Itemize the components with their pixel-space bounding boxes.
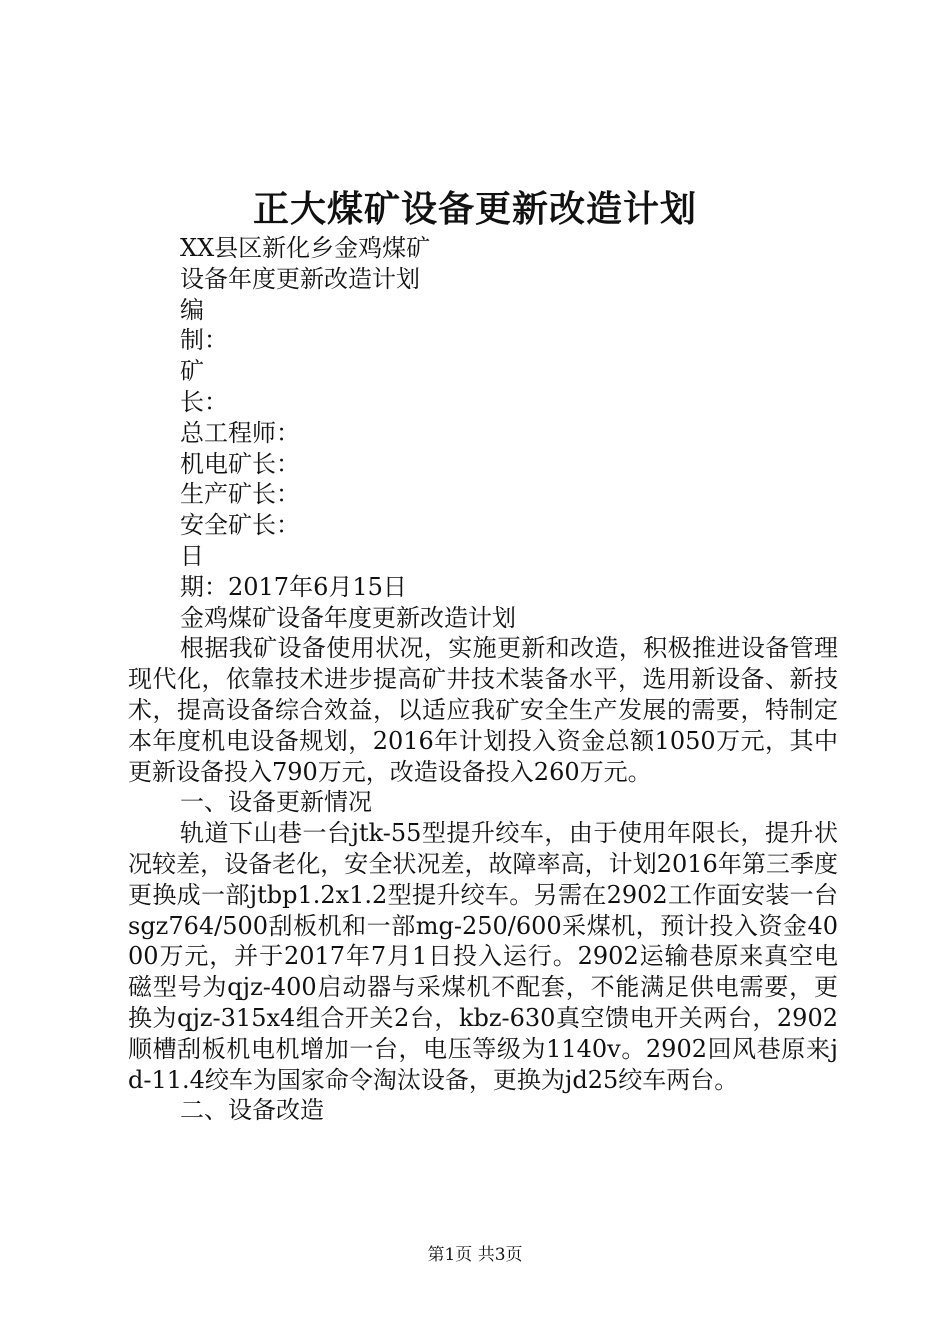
- header-line-production-head: 生产矿长：: [180, 480, 300, 509]
- intro-paragraph: 根据我矿设备使用状况，实施更新和改造，积极推进设备管理现代化，依靠技术进步提高矿井技术装备水平，选用新设备、新技术，提高设备综合效益，以适应我矿安全生产发展的需要，特制定本年度机电设备规划，2016年计划投入资金总额1050万元，其中更新设备投入790万元，改造设备投入260万元。: [128, 634, 838, 786]
- header-line-safety-head: 安全矿长：: [180, 511, 300, 540]
- header-line-subtitle: 金鸡煤矿设备年度更新改造计划: [180, 603, 516, 632]
- section-2-heading: 二、设备改造: [180, 1096, 324, 1125]
- section-1-heading: 一、设备更新情况: [180, 788, 372, 817]
- header-line-plan-name: 设备年度更新改造计划: [180, 264, 420, 293]
- header-line-mine-head-1: 矿: [180, 357, 204, 386]
- header-line-chief-engineer: 总工程师：: [180, 418, 300, 447]
- header-line-county: XX县区新化乡金鸡煤矿: [180, 234, 431, 262]
- header-line-mine-head-2: 长：: [180, 387, 228, 416]
- header-line-electromech-head: 机电矿长：: [180, 449, 300, 478]
- page-footer: 第1页 共3页: [427, 1245, 523, 1265]
- document-body: [128, 233, 838, 1126]
- header-line-compiler-1: 编: [180, 295, 204, 324]
- document-title: 正大煤矿设备更新改造计划: [252, 188, 697, 230]
- header-line-date-2: 期：2017年6月15日: [180, 572, 407, 601]
- header-line-date-1: 日: [180, 541, 204, 570]
- section-1-paragraph: 轨道下山巷一台jtk-55型提升绞车，由于使用年限长，提升状况较差，设备老化，安全状况差，故障率高，计划2016年第三季度更换成一部jtbp1.2x1.2型提升绞车。另需在2902工作面安装一台sgz764/500刮板机和一部mg-250/600采煤机，预计投入资金4000万元，并于2017年7月1日投入运行。2902运输巷原来真空电磁型号为qjz-400启动器与采煤机不配套，不能满足供电需要，更换为qjz-315x4组合开关2台，kbz-630真空馈电开关两台，2902顺槽刮板机电机增加一台，电压等级为1140v。2902回风巷原来jd-11.4绞车为国家命令淘汰设备，更换为jd25绞车两台。: [128, 819, 838, 1094]
- header-line-compiler-2: 制：: [180, 326, 228, 355]
